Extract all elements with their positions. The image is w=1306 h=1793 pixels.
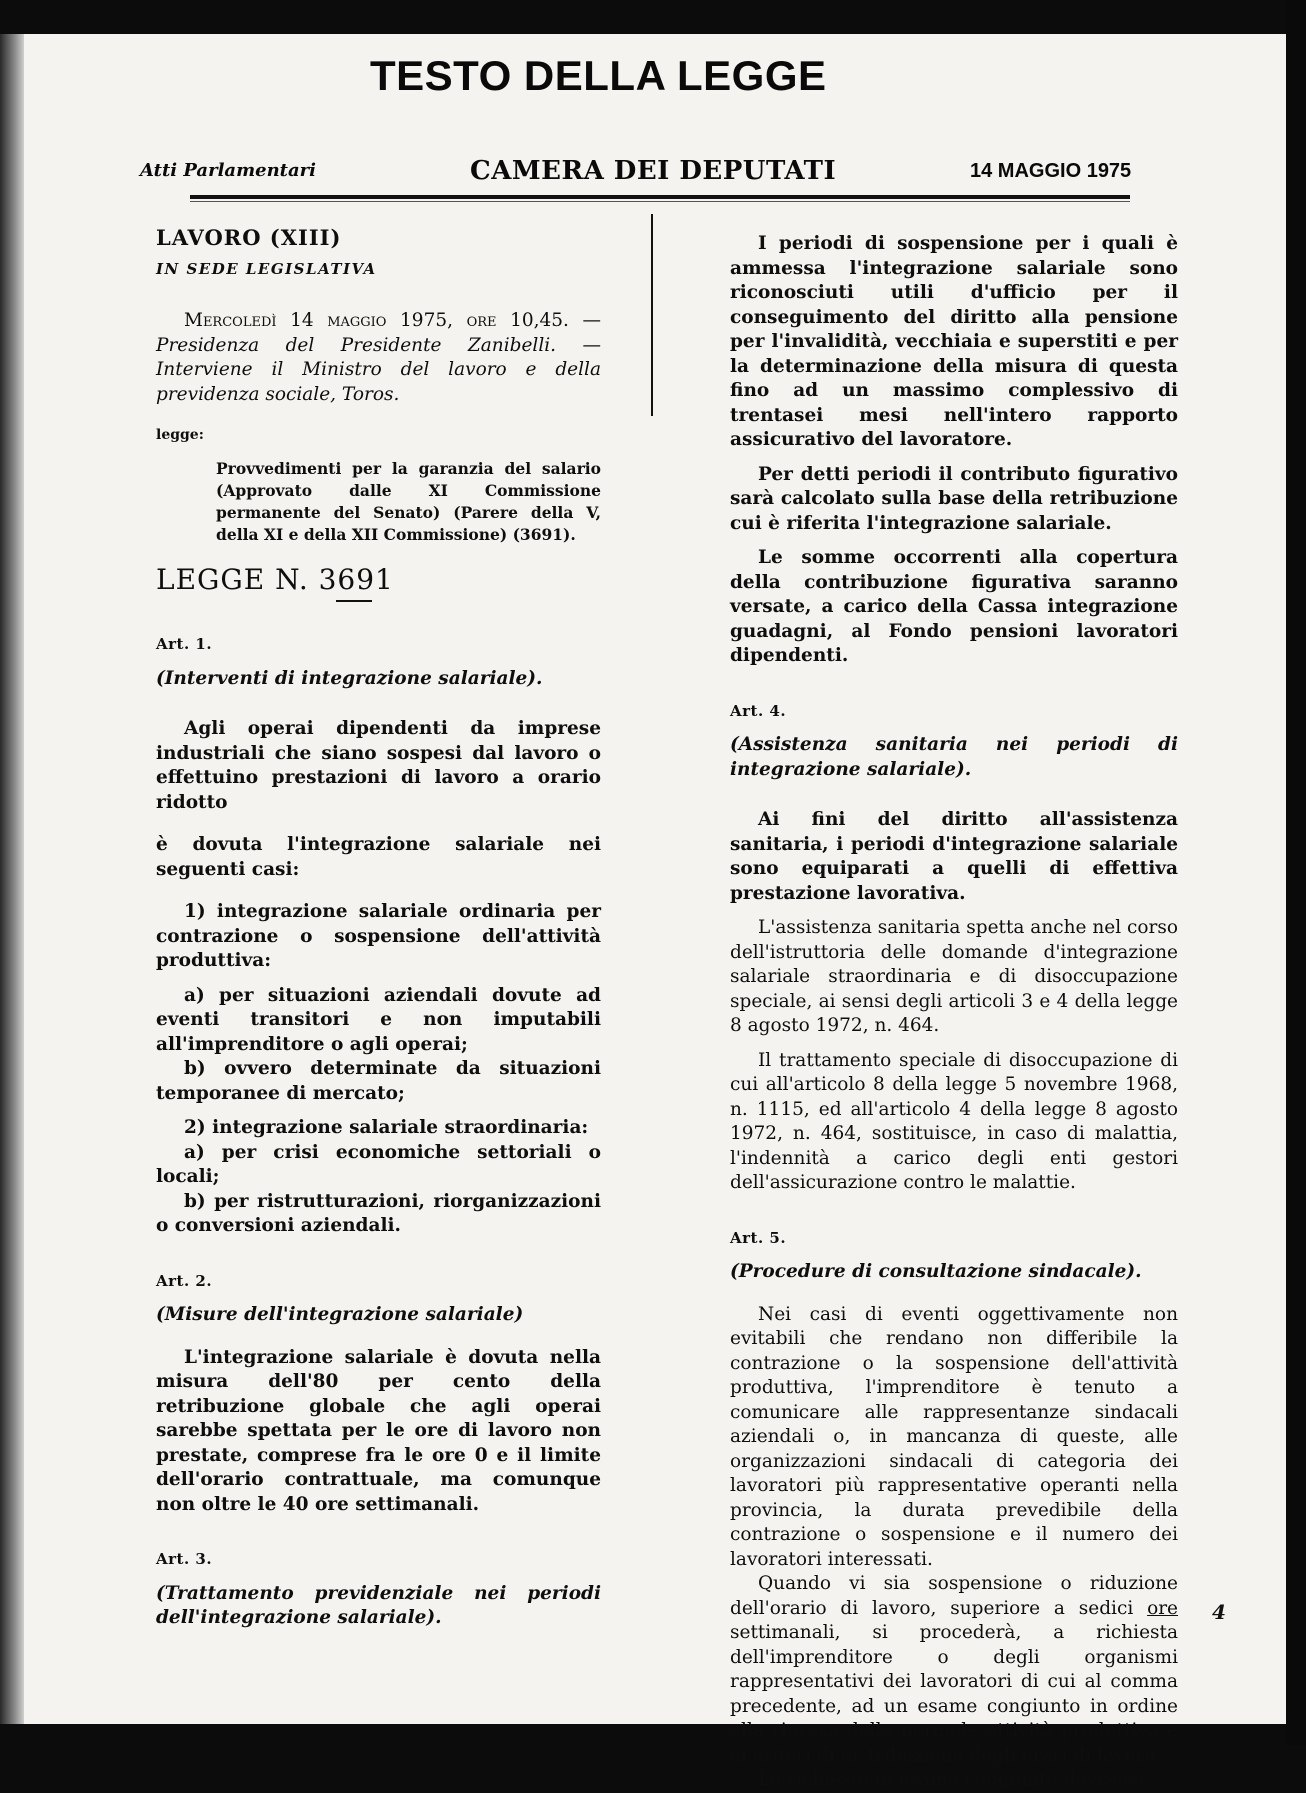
art5-text: settimanali, si procederà, a richiesta dell'imprenditore o degli organismi rappresentativi dei lavoratori di cui al comma precedente, ad un esame congiunto in ordine alla ripresa della normale attività produttiva e ai criteri di distribuzione degli orari di lavoro.	[730, 1622, 1178, 1766]
art3-paragraph: I periodi di sospensione per i quali è ammessa l'integrazione salariale sono riconosciuti utili d'ufficio per il conseguimento del diritto alla pensione per l'invalidità, vecchiaia e superstiti e per la determinazione della misura di questa fino ad un massimo complessivo di trentasei mesi nell'intero rapporto assicurativo del lavoratore.	[730, 233, 1178, 450]
page-number: 4	[1212, 1600, 1226, 1624]
sede-label: IN SEDE LEGISLATIVA	[156, 259, 377, 278]
legge-label: legge:	[156, 427, 204, 443]
underlined-word: ore	[1147, 1597, 1179, 1619]
art4-paragraph: Il trattamento speciale di disoccupazione di cui all'articolo 8 della legge 5 novembre 1968, n. 1115, ed all'articolo 4 della legge 8 agosto 1972, n. 464, sostituisce, in caso di malattia, l'indennità a carico degli enti gestori dell'assicurazione contro le malattie.	[730, 1049, 1178, 1193]
art1-item: a) per situazioni aziendali dovute ad eventi transitori e non imputabili all'imprenditore o agli operai;	[156, 984, 601, 1055]
art3-title: (Trattamento previdenziale nei periodi dell'integrazione salariale).	[156, 1582, 601, 1628]
session-info	[156, 309, 601, 407]
header-date: 14 MAGGIO 1975	[970, 160, 1132, 182]
art1-item: b) ovvero determinate da situazioni temporanee di mercato;	[156, 1058, 601, 1104]
scan-border	[1286, 0, 1306, 1745]
bill-title: Provvedimenti per la garanzia del salario (Approvato dalle XI Commissione permanente del Senato) (Parere della V, della XI e della XII Commissione) (3691).	[216, 458, 601, 544]
art5-paragraph: Nei casi di eventi oggettivamente non evitabili che rendano non differibile la contrazione o la sospensione dell'attività produttiva, l'imprenditore è tenuto a comunicare alle rappresentanze sindacali aziendali o, in mancanza di queste, alle organizzazioni sindacali di categoria dei lavoratori più rappresentative operanti nella provincia, la durata prevedibile della contrazione o sospensione e il numero dei lavoratori interessati.	[730, 1303, 1178, 1570]
header-left: Atti Parlamentari	[140, 160, 316, 181]
column-divider	[651, 214, 653, 416]
legge-underline	[336, 600, 372, 602]
header-rule	[190, 195, 1130, 199]
art2-label: Art. 2.	[156, 1271, 213, 1290]
art4-label: Art. 4.	[730, 701, 787, 720]
art5-text: Quando vi sia sospensione o riduzione dell'orario di lavoro, superiore a sedici	[730, 1573, 1178, 1619]
art1-item: a) per crisi economiche settoriali o locali;	[156, 1141, 601, 1187]
session-date: Mercoledì 14 maggio 1975, ore 10,45. —	[184, 310, 601, 331]
art1-item: b) per ristrutturazioni, riorganizzazioni o conversioni aziendali.	[156, 1190, 601, 1236]
header-center: CAMERA DEI DEPUTATI	[470, 156, 837, 186]
art3-paragraph: Per detti periodi il contributo figurativo sarà calcolato sulla base della retribuzione cui è riferita l'integrazione salariale.	[730, 463, 1178, 534]
art1-paragraph: è dovuta l'integrazione salariale nei seguenti casi:	[156, 834, 601, 880]
art5-title: (Procedure di consultazione sindacale).	[730, 1261, 1142, 1282]
art1-title: (Interventi di integrazione salariale).	[156, 667, 543, 689]
art5-label: Art. 5.	[730, 1228, 787, 1247]
art1-paragraph: Agli operai dipendenti da imprese industriali che siano sospesi dal lavoro o effettuino prestazioni di lavoro a orario ridotto	[156, 718, 601, 813]
art3-label: Art. 3.	[156, 1550, 213, 1568]
left-column	[156, 226, 601, 1631]
binding-edge	[0, 34, 24, 1724]
art5-paragraph: La richiesta di esame congiunto dovrà es-	[758, 1769, 1150, 1790]
commission-name: LAVORO (XIII)	[156, 225, 342, 250]
art4-paragraph: L'assistenza sanitaria spetta anche nel corso dell'istruttoria delle domande d'integrazione salariale straordinaria e di disoccupazione speciale, ai sensi degli articoli 3 e 4 della legge 8 agosto 1972, n. 464.	[730, 917, 1178, 1036]
page-title: TESTO DELLA LEGGE	[370, 52, 827, 99]
art1-item: 1) integrazione salariale ordinaria per contrazione o sospensione dell'attività produttiva:	[156, 901, 601, 971]
session-text: Presidenza del Presidente Zanibelli. — Interviene il Ministro del lavoro e della previdenza sociale, Toros.	[156, 334, 601, 405]
art1-item: 2) integrazione salariale straordinaria:	[184, 1117, 589, 1138]
art5-paragraph	[730, 1572, 1178, 1768]
art1-label: Art. 1.	[156, 635, 213, 653]
art4-title: (Assistenza sanitaria nei periodi di integrazione salariale).	[730, 734, 1178, 780]
art3-paragraph: Le somme occorrenti alla copertura della contribuzione figurativa saranno versate, a carico della Cassa integrazione guadagni, al Fondo pensioni lavoratori dipendenti.	[730, 547, 1178, 666]
legge-number: LEGGE N. 3691	[156, 562, 394, 596]
art2-title: (Misure dell'integrazione salariale)	[156, 1304, 524, 1325]
header-rule-thin	[190, 201, 1130, 202]
right-column	[730, 232, 1178, 1793]
art4-paragraph: Ai fini del diritto all'assistenza sanitaria, i periodi d'integrazione salariale sono equiparati a quelli di effettiva prestazione lavorativa.	[730, 809, 1178, 904]
art2-paragraph: L'integrazione salariale è dovuta nella misura dell'80 per cento della retribuzione globale che agli operai sarebbe spettata per le ore di lavoro non prestate, comprese fra le ore 0 e il limite dell'orario contrattuale, ma comunque non oltre le 40 ore settimanali.	[156, 1346, 601, 1515]
